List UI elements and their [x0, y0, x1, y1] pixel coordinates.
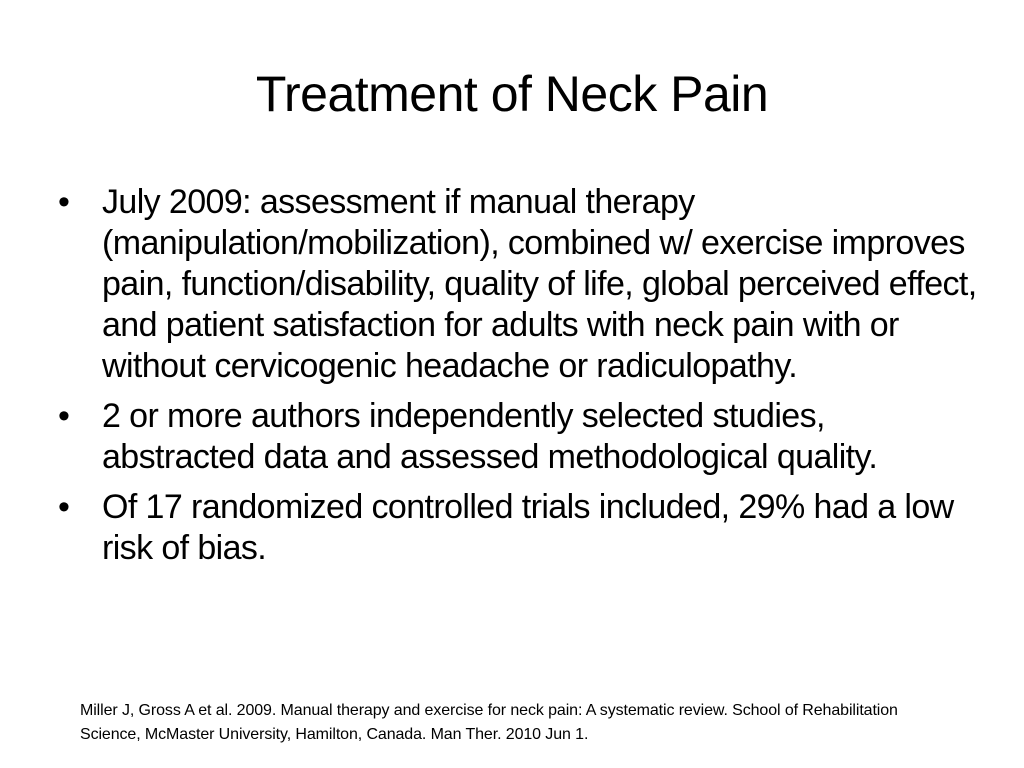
bullet-dot-icon: •: [58, 183, 70, 221]
slide-title: Treatment of Neck Pain: [255, 66, 769, 122]
bullet-item: [58, 182, 978, 387]
bullet-list: [58, 182, 978, 578]
citation-text: Miller J, Gross A et al. 2009. Manual therapy and exercise for neck pain: A systematic review. School of Rehabilitation Science, McMaster University, Hamilton, Canada. Man Ther. 2010 Jun 1.: [80, 702, 898, 743]
bullet-text: Of 17 randomized controlled trials included, 29% had a low risk of bias.: [102, 488, 954, 567]
bullet-text: July 2009: assessment if manual therapy (manipulation/mobilization), combined w/ exercise improves pain, function/disability, quality of life, global perceived effect, and patient satisfaction for adults with neck pain with or without cervicogenic headache or radiculopathy.: [102, 183, 977, 385]
bullet-item: [58, 396, 978, 478]
bullet-dot-icon: •: [58, 397, 70, 435]
bullet-text: 2 or more authors independently selected studies, abstracted data and assessed methodological quality.: [102, 397, 878, 476]
bullet-item: [58, 487, 978, 569]
bullet-dot-icon: •: [58, 488, 70, 526]
